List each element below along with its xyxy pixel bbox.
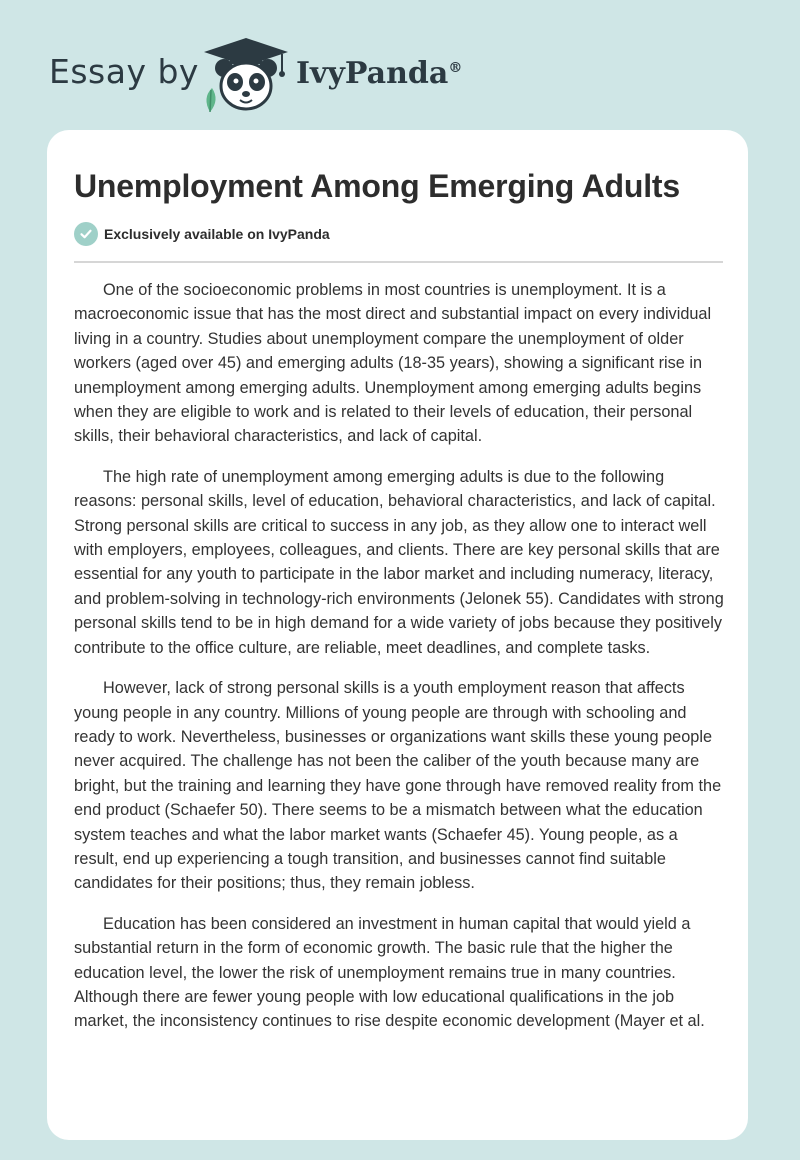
- essay-by-label: Essay by: [49, 52, 199, 91]
- essay-paragraph: Education has been considered an investment in human capital that would yield a substantial return in the form of economic growth. The basic rule that the higher the education level, the lower the risk of unemployment remains true in many countries. Although there are fewer young people with low educational qualifications in the job market, the inconsistency continues to rise despite economic development (Mayer et al.: [74, 914, 705, 1031]
- essay-paragraph: The high rate of unemployment among emerging adults is due to the following reasons: personal skills, level of education, behavioral characteristics, and lack of capital. Strong personal skills are critical to success in any job, as they allow one to interact well with employers, employees, colleagues, and clients. There are key personal skills that are essential for any youth to participate in the labor market and including numeracy, literacy, and problem-solving in technology-rich environments (Jelonek 55). Candidates with strong personal skills tend to be in high demand for a wide variety of jobs because they positively contribute to the office culture, are reliable, meet deadlines, and complete tasks.: [74, 467, 724, 657]
- registered-mark: ®: [448, 60, 463, 76]
- exclusive-badge-text: Exclusively available on IvyPanda: [104, 226, 330, 242]
- check-circle-icon: [74, 222, 98, 246]
- essay-card: [47, 130, 748, 1140]
- site-header: [0, 0, 800, 130]
- exclusive-badge: [74, 222, 330, 246]
- brand-name-text: IvyPanda: [296, 56, 449, 91]
- essay-paragraph: One of the socioeconomic problems in most countries is unemployment. It is a macroeconomic issue that has the most direct and substantial impact on every individual living in a country. Studies about unemployment compare the unemployment of older workers (aged over 45) and emerging adults (18-35 years), showing a significant rise in unemployment among emerging adults. Unemployment among emerging adults begins when they are eligible to work and is related to their levels of education, their personal skills, their behavioral characteristics, and lack of capital.: [74, 281, 712, 446]
- panda-logo-icon[interactable]: [200, 34, 292, 114]
- essay-body: [74, 278, 725, 1050]
- brand-name[interactable]: [296, 56, 462, 91]
- essay-title: Unemployment Among Emerging Adults: [74, 168, 680, 204]
- divider: [74, 261, 723, 263]
- essay-paragraph: However, lack of strong personal skills is a youth employment reason that affects young people in any country. Millions of young people are through with schooling and ready to work. Nevertheless, businesses or organizations want skills these young people never acquired. The challenge has not been the caliber of the youth because many are bright, but the training and learning they have gone through have removed reality from the end product (Schaefer 50). There seems to be a mismatch between what the education system teaches and what the labor market wants (Schaefer 45). Young people, as a result, end up experiencing a tough transition, and businesses cannot find suitable candidates for their positions; thus, they remain jobless.: [74, 679, 722, 893]
